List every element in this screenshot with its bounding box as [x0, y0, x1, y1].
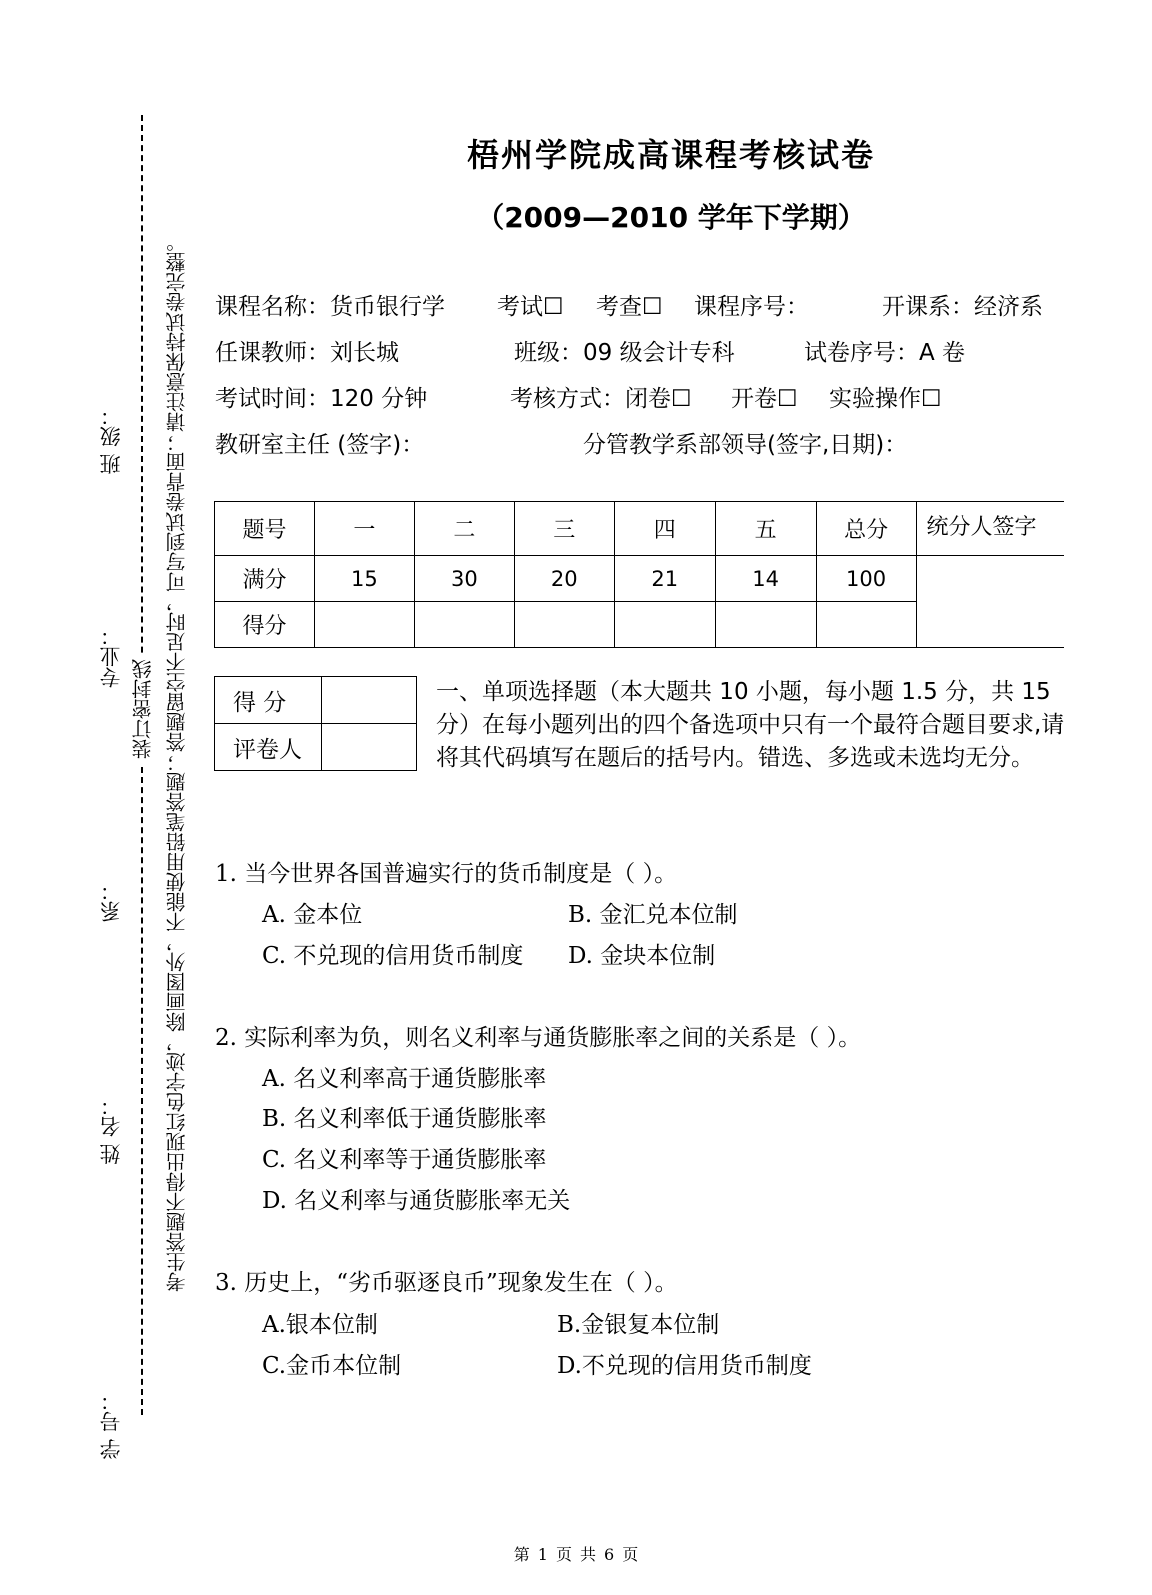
director-signature: 教研室主任 (签字)：: [215, 432, 425, 458]
page-title: 梧州学院成高课程考核试卷: [466, 136, 875, 174]
question-3-option-d: D.不兑现的信用货币制度: [557, 1353, 812, 1379]
question-2-stem: 2. 实际利率为负，则名义利率与通货膨胀率之间的关系是（ ）。: [215, 1025, 862, 1051]
score-cell[interactable]: [816, 602, 916, 648]
class-label: 班 级：: [99, 405, 123, 475]
score-header-row: [215, 502, 1065, 556]
dept-label: 系：: [99, 880, 123, 922]
col-header: 四: [614, 502, 715, 556]
exam-type-check[interactable]: 考查☐: [596, 294, 663, 320]
full-mark: 20: [514, 556, 614, 602]
footer-page-unit: 页: [555, 1545, 572, 1564]
signer-cell[interactable]: [916, 556, 1064, 648]
footer-page-number: 1: [537, 1545, 548, 1564]
score-cell[interactable]: [715, 602, 816, 648]
footer-total-unit: 页: [622, 1545, 639, 1564]
course-name: 课程名称：货币银行学: [215, 294, 445, 320]
score-cell[interactable]: [314, 602, 414, 648]
page-footer: [0, 1542, 1152, 1565]
signer-label: 统分人签字: [916, 502, 1064, 556]
score-table: [214, 501, 1064, 648]
binding-dashed-line: [141, 115, 143, 1415]
full-mark: 100: [816, 556, 916, 602]
question-2-option-c: C. 名义利率等于通货膨胀率: [262, 1147, 547, 1173]
col-header: 二: [414, 502, 514, 556]
grader-score-label: 得 分: [215, 677, 322, 724]
question-1-stem: 1. 当今世界各国普遍实行的货币制度是（ ）。: [215, 861, 678, 887]
score-cell[interactable]: [614, 602, 715, 648]
exam-notice: 考生答题不得出现红色字迹，除画图外，不能使用铅笔答题；答题留空不足时，可写到试卷背面；请注意保持试卷完整。: [165, 232, 189, 1292]
footer-total-prefix: 共: [580, 1545, 597, 1564]
col-header: 三: [514, 502, 614, 556]
col-header: 一: [314, 502, 414, 556]
score-cell[interactable]: [414, 602, 514, 648]
question-2-option-a: A. 名义利率高于通货膨胀率: [262, 1066, 547, 1092]
full-mark: 30: [414, 556, 514, 602]
question-1-option-c: C. 不兑现的信用货币制度: [262, 943, 524, 969]
row-label-scored: 得分: [215, 602, 315, 648]
grader-score-cell[interactable]: [321, 677, 416, 724]
major-label: 专业：: [99, 625, 123, 688]
exam-method-experiment[interactable]: 实验操作☐: [829, 386, 942, 412]
class-info: 班级：09 级会计专科: [514, 340, 735, 366]
footer-page-prefix: 第: [513, 1545, 530, 1564]
col-header: 总分: [816, 502, 916, 556]
offering-dept: 开课系：经济系: [882, 294, 1043, 320]
exam-time: 考试时间：120 分钟: [215, 386, 428, 412]
row-label-number: 题号: [215, 502, 315, 556]
question-1-option-d: D. 金块本位制: [568, 943, 716, 969]
exam-method-open[interactable]: 开卷☐: [731, 386, 798, 412]
leader-signature: 分管教学系部领导(签字,日期)：: [583, 432, 908, 458]
full-mark: 15: [314, 556, 414, 602]
teacher: 任课教师：刘长城: [215, 340, 399, 366]
question-3-option-a: A.银本位制: [262, 1312, 378, 1338]
page-subtitle: （2009—2010 学年下学期）: [476, 201, 866, 234]
student-id-label: 学 号：: [99, 1390, 123, 1460]
section-1-instructions: 一、单项选择题（本大题共 10 小题，每小题 1.5 分，共 15 分）在每小题列出的四个备选项中只有一个最符合题目要求,请将其代码填写在题后的括号内。错选、多选或未选均无分。: [436, 679, 1065, 771]
full-mark: 21: [614, 556, 715, 602]
exam-method-closed[interactable]: 考核方式：闭卷☐: [510, 386, 692, 412]
exam-type-exam[interactable]: 考试☐: [497, 294, 564, 320]
question-3-stem: 3. 历史上，“劣币驱逐良币”现象发生在（ ）。: [215, 1270, 678, 1296]
binding-line-label: 装订密封线: [128, 655, 157, 763]
row-label-full: 满分: [215, 556, 315, 602]
course-number: 课程序号：: [694, 294, 809, 320]
full-mark: 14: [715, 556, 816, 602]
footer-total-number: 6: [604, 1545, 615, 1564]
question-2-option-b: B. 名义利率低于通货膨胀率: [262, 1106, 547, 1132]
grader-box: [214, 676, 417, 771]
question-3-option-c: C.金币本位制: [262, 1353, 402, 1379]
question-2-option-d: D. 名义利率与通货膨胀率无关: [262, 1188, 571, 1214]
grader-name-cell[interactable]: [321, 724, 416, 771]
score-cell[interactable]: [514, 602, 614, 648]
question-1-option-b: B. 金汇兑本位制: [568, 902, 738, 928]
paper-number: 试卷序号：A 卷: [804, 340, 966, 366]
full-marks-row: [215, 556, 1065, 602]
question-1-option-a: A. 金本位: [262, 902, 363, 928]
col-header: 五: [715, 502, 816, 556]
grader-name-label: 评卷人: [215, 724, 322, 771]
name-label: 姓 名：: [99, 1095, 123, 1165]
question-3-option-b: B.金银复本位制: [557, 1312, 720, 1338]
